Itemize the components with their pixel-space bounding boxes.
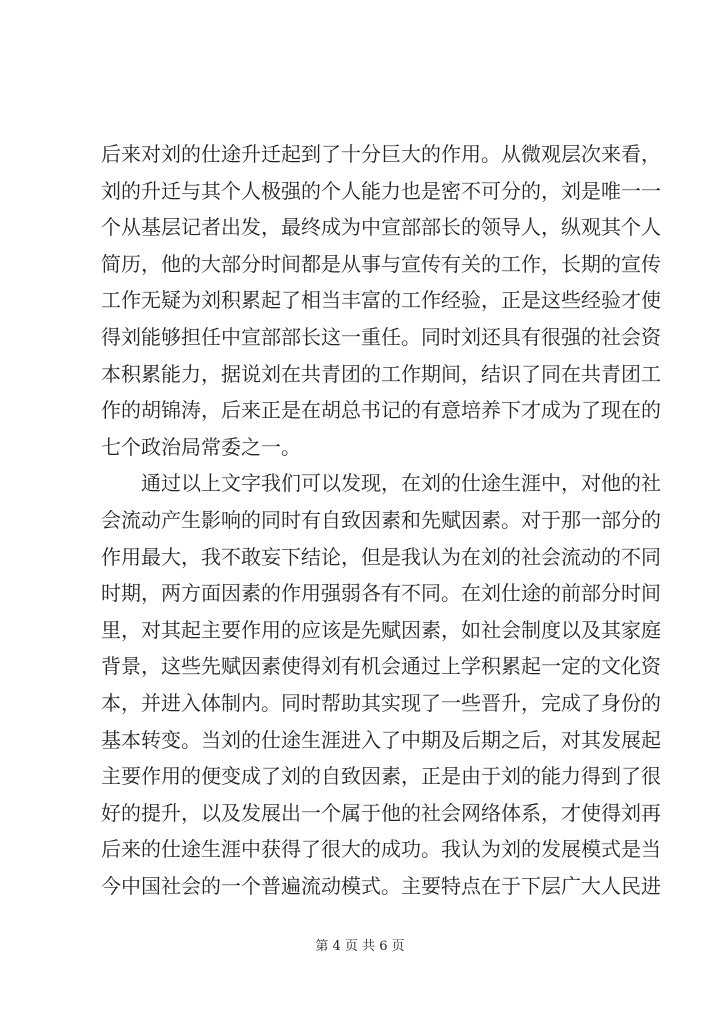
text-line: 个从基层记者出发，最终成为中宣部部长的领导人，纵观其个人	[101, 215, 661, 240]
text-line: 工作无疑为刘积累起了相当丰富的工作经验，正是这些经验才使	[101, 288, 661, 313]
text-line: 时期，两方面因素的作用强弱各有不同。在刘仕途的前部分时间	[101, 581, 661, 606]
text-line: 会流动产生影响的同时有自致因素和先赋因素。对于那一部分的	[101, 507, 661, 532]
text-line: 好的提升，以及发展出一个属于他的社会网络体系，才使得刘再	[101, 800, 661, 825]
text-line: 后来对刘的仕途升迁起到了十分巨大的作用。从微观层次来看，	[101, 142, 661, 166]
text-line: 基本转变。当刘的仕途生涯进入了中期及后期之后，对其发展起	[101, 727, 661, 752]
text-line: 本，并进入体制内。同时帮助其实现了一些晋升，完成了身份的	[101, 690, 661, 715]
body-text	[101, 136, 661, 904]
text-line: 通过以上文字我们可以发现，在刘的仕途生涯中，对他的社	[101, 471, 661, 496]
text-line: 今中国社会的一个普遍流动模式。主要特点在于下层广大人民进	[101, 873, 661, 898]
text-line: 刘的升迁与其个人极强的个人能力也是密不可分的，刘是唯一一	[101, 178, 661, 203]
text-line: 本积累能力，据说刘在共青团的工作期间，结识了同在共青团工	[101, 361, 661, 386]
text-line: 主要作用的便变成了刘的自致因素，正是由于刘的能力得到了很	[101, 764, 661, 789]
paragraph-1	[101, 136, 661, 465]
page-number-footer: 第 4 页 共 6 页	[315, 939, 405, 954]
text-line: 作用最大，我不敢妄下结论，但是我认为在刘的社会流动的不同	[101, 544, 661, 569]
paragraph-2	[101, 465, 661, 904]
text-line: 七个政治局常委之一。	[101, 434, 301, 459]
text-line: 背景，这些先赋因素使得刘有机会通过上学积累起一定的文化资	[101, 654, 661, 679]
text-line: 里，对其起主要作用的应该是先赋因素，如社会制度以及其家庭	[101, 617, 661, 642]
text-line: 简历，他的大部分时间都是从事与宣传有关的工作，长期的宣传	[101, 251, 661, 276]
text-line: 得刘能够担任中宣部部长这一重任。同时刘还具有很强的社会资	[101, 324, 661, 349]
text-line: 作的胡锦涛，后来正是在胡总书记的有意培养下才成为了现在的	[101, 398, 661, 423]
text-line: 后来的仕途生涯中获得了很大的成功。我认为刘的发展模式是当	[101, 837, 661, 862]
